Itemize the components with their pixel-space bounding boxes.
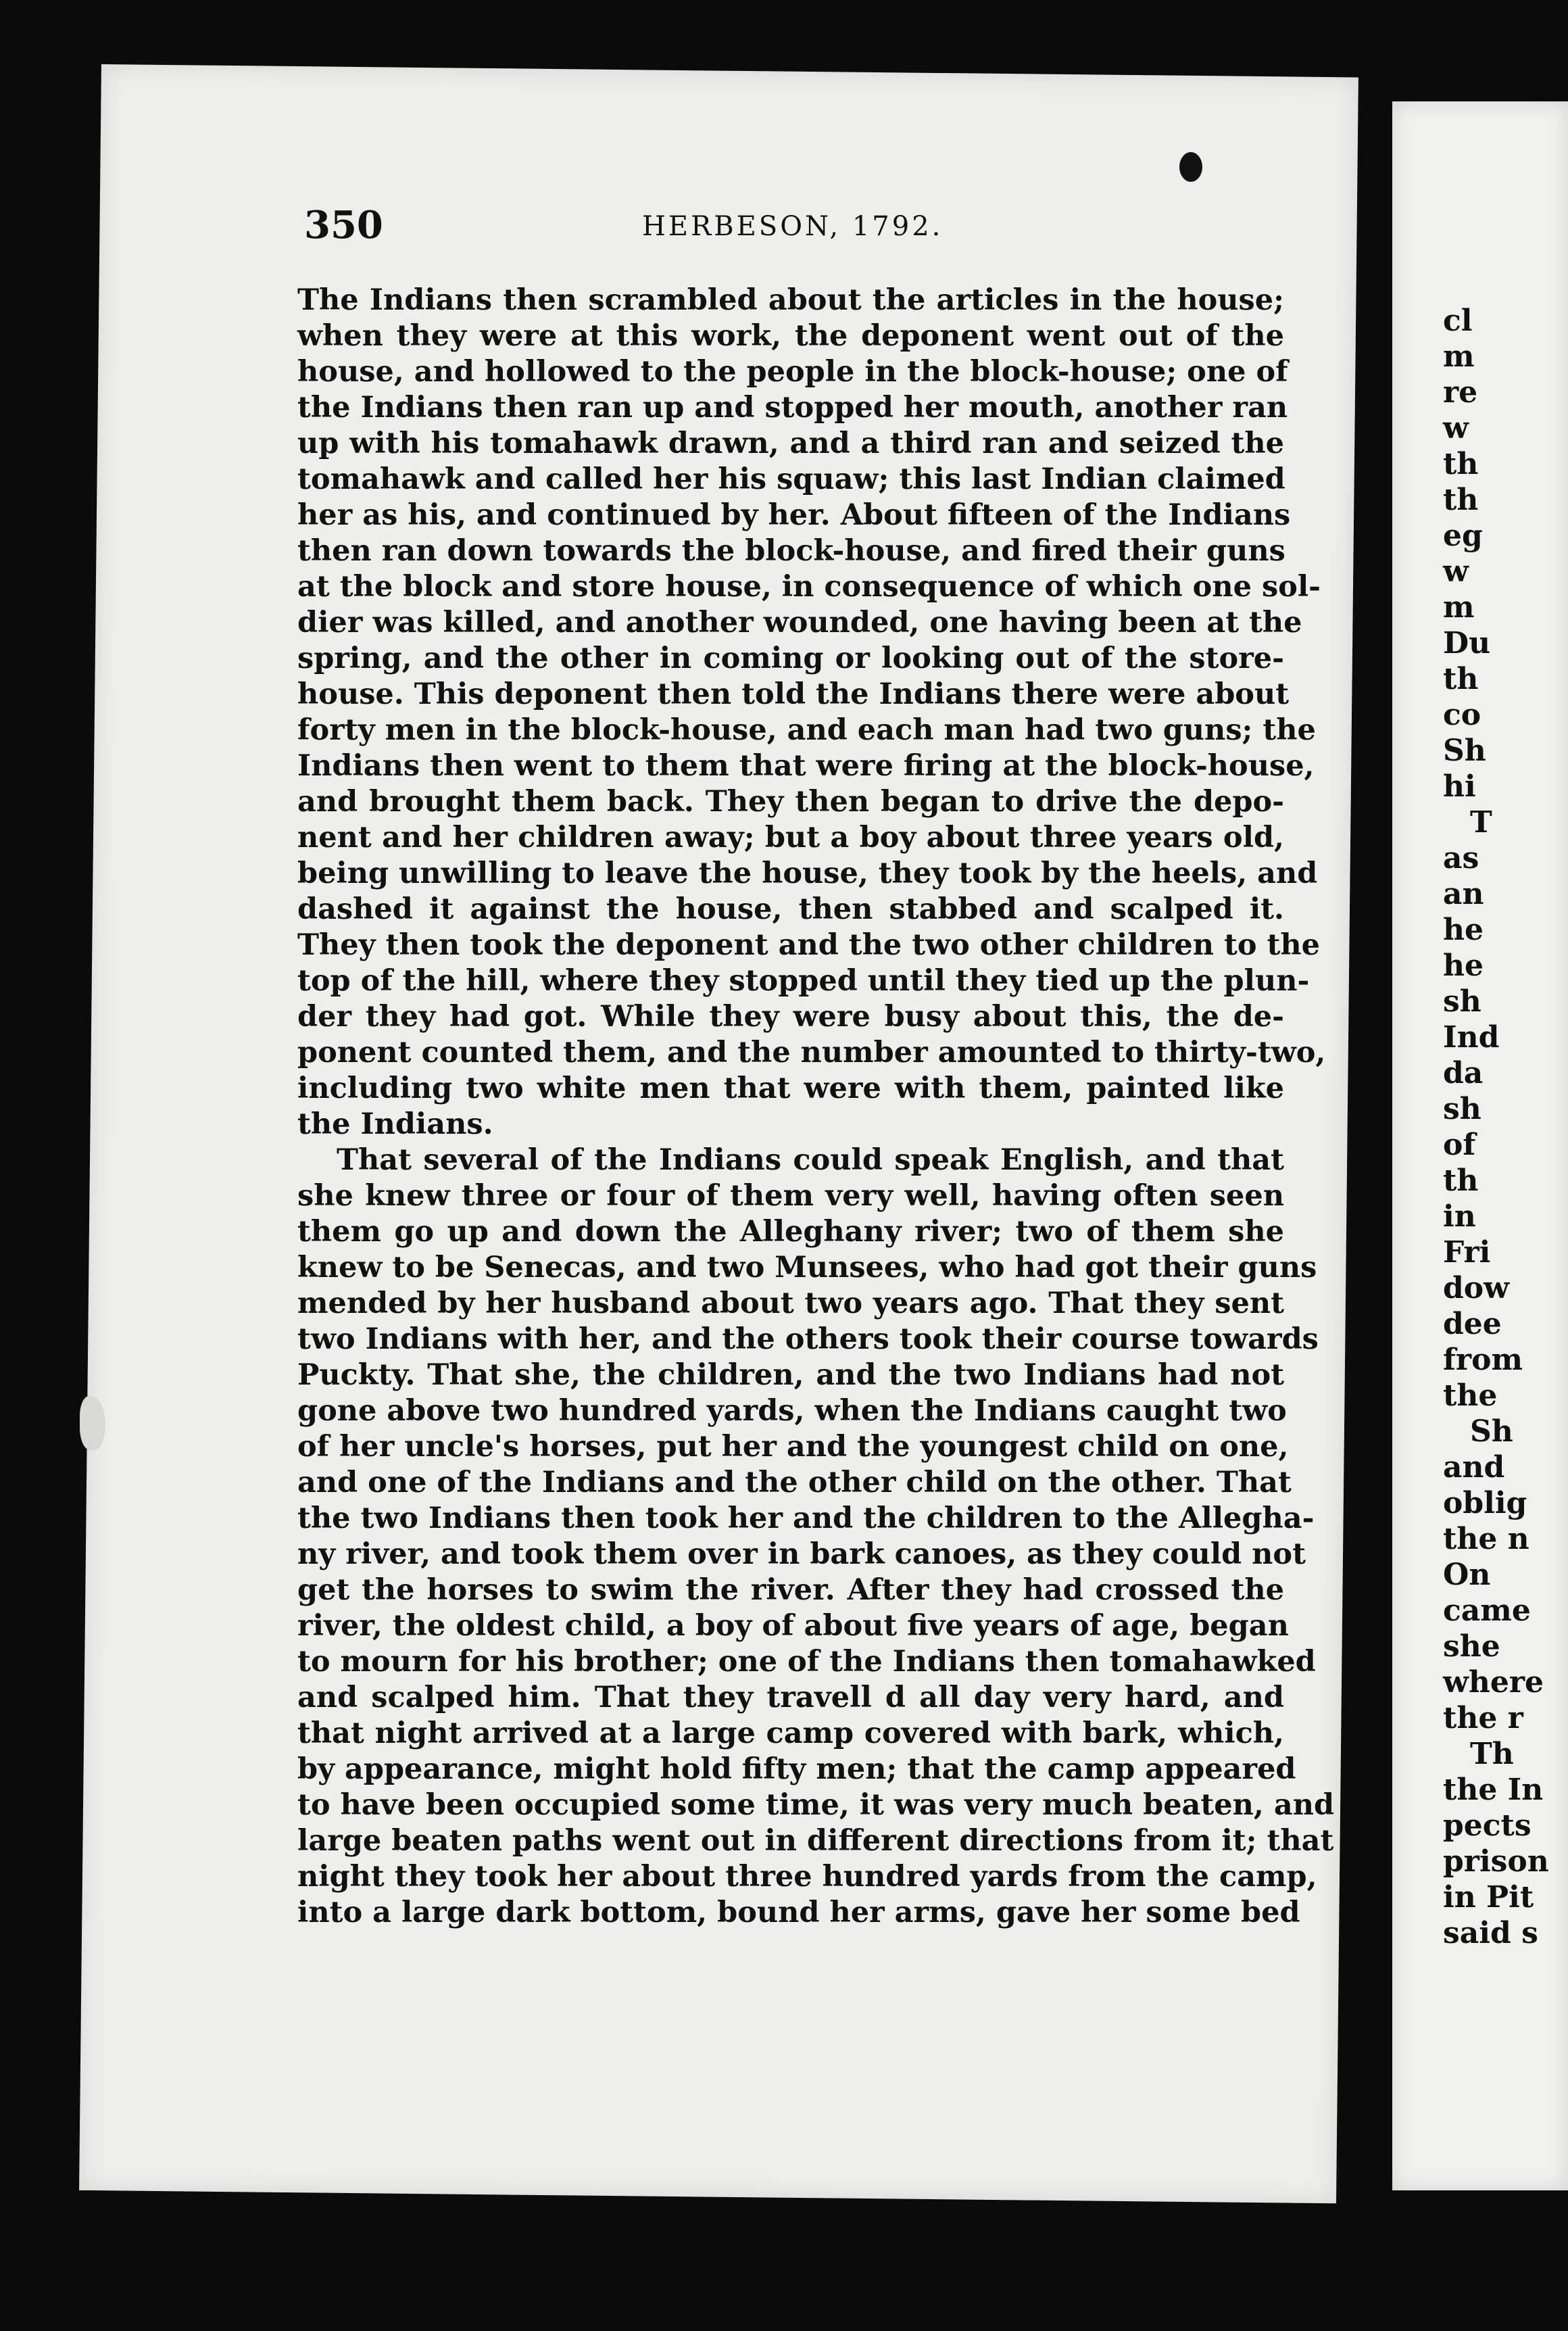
- text-line: of her uncle's horses, put her and the youngest child on one,: [297, 1430, 1289, 1464]
- text-line: der they had got. While they were busy about this, the de-: [297, 1000, 1284, 1034]
- facing-text-fragment: th: [1443, 1163, 1479, 1198]
- text-line: gone above two hundred yards, when the Indians caught two: [297, 1394, 1287, 1428]
- facing-text-fragment: the In: [1443, 1773, 1544, 1807]
- facing-text-fragment: Ind: [1443, 1020, 1500, 1055]
- facing-text-fragment: of: [1443, 1128, 1476, 1162]
- text-line: nent and her children away; but a boy about three years old,: [297, 821, 1284, 855]
- text-line: to have been occupied some time, it was very much beaten, and: [297, 1788, 1335, 1822]
- text-line: knew to be Senecas, and two Munsees, who had got their guns: [297, 1251, 1317, 1284]
- text-line: into a large dark bottom, bound her arms, gave her some bed: [297, 1896, 1300, 1929]
- facing-text-fragment: he: [1443, 913, 1484, 947]
- text-line: large beaten paths went out in different directions from it; that: [297, 1824, 1334, 1858]
- facing-text-fragment: in: [1443, 1199, 1476, 1234]
- text-line: the Indians.: [297, 1107, 493, 1141]
- running-head: HERBESON, 1792.: [642, 211, 944, 242]
- facing-text-fragment: w: [1443, 411, 1469, 446]
- facing-text-fragment: where: [1443, 1665, 1544, 1700]
- facing-text-fragment: in Pit: [1443, 1880, 1534, 1915]
- facing-text-fragment: and: [1443, 1450, 1505, 1485]
- text-line: night they took her about three hundred yards from the camp,: [297, 1860, 1317, 1894]
- facing-text-fragment: da: [1443, 1056, 1484, 1090]
- paragraph-1: [297, 283, 1326, 1143]
- facing-text-fragment: Fri: [1443, 1235, 1491, 1270]
- text-line: that night arrived at a large camp covered with bark, which,: [297, 1716, 1284, 1750]
- facing-text-fragment: oblig: [1443, 1486, 1527, 1520]
- facing-text-fragment: an: [1443, 877, 1484, 911]
- text-line: including two white men that were with them, painted like: [297, 1072, 1284, 1105]
- text-line: by appearance, might hold fifty men; that the camp appeared: [297, 1752, 1296, 1786]
- text-line: Indians then went to them that were firing at the block-house,: [297, 749, 1315, 783]
- text-line: and scalped him. That they travell d all day very hard, and: [297, 1681, 1284, 1714]
- facing-page-text: [1443, 303, 1549, 1951]
- text-line: get the horses to swim the river. After they had crossed the: [297, 1573, 1284, 1607]
- facing-text-fragment: w: [1443, 554, 1469, 589]
- body-text: [297, 283, 1335, 1931]
- text-line: river, the oldest child, a boy of about five years of age, began: [297, 1609, 1289, 1643]
- text-line: being unwilling to leave the house, they took by the heels, and: [297, 857, 1318, 890]
- text-line: ponent counted them, and the number amounted to thirty-two,: [297, 1036, 1326, 1070]
- text-line: They then took the deponent and the two other children to the: [297, 928, 1320, 962]
- facing-text-fragment: pects: [1443, 1808, 1532, 1843]
- text-line: two Indians with her, and the others took their course towards: [297, 1322, 1319, 1356]
- facing-text-fragment: th: [1443, 483, 1479, 517]
- text-line: the Indians then ran up and stopped her mouth, another ran: [297, 391, 1288, 425]
- facing-text-fragment: prison: [1443, 1844, 1549, 1879]
- facing-text-fragment: On: [1443, 1558, 1491, 1592]
- facing-text-fragment: T: [1470, 805, 1492, 840]
- facing-text-fragment: came: [1443, 1593, 1531, 1628]
- facing-text-fragment: Du: [1443, 626, 1491, 660]
- text-line: dashed it against the house, then stabbed and scalped it.: [297, 892, 1284, 926]
- page-number: 350: [304, 203, 383, 247]
- facing-text-fragment: Sh: [1470, 1414, 1513, 1449]
- text-line: Puckty. That she, the children, and the two Indians had not: [297, 1358, 1284, 1392]
- text-line: dier was killed, and another wounded, one having been at the: [297, 606, 1302, 640]
- text-line: spring, and the other in coming or looking out of the store-: [297, 642, 1284, 675]
- text-line: at the block and store house, in consequence of which one sol-: [297, 570, 1321, 604]
- paragraph-2: [297, 1143, 1335, 1931]
- facing-text-fragment: re: [1443, 375, 1478, 410]
- text-line: forty men in the block-house, and each man had two guns; the: [297, 713, 1316, 747]
- text-line: That several of the Indians could speak English, and that: [337, 1143, 1284, 1177]
- text-line: then ran down towards the block-house, and fired their guns: [297, 534, 1285, 568]
- facing-text-fragment: dee: [1443, 1307, 1502, 1341]
- page-header: [304, 203, 1271, 250]
- facing-text-fragment: the r: [1443, 1701, 1523, 1735]
- text-line: when they were at this work, the deponent went out of the: [297, 319, 1284, 353]
- facing-text-fragment: cl: [1443, 304, 1473, 338]
- text-line: and one of the Indians and the other child on the other. That: [297, 1466, 1292, 1499]
- facing-text-fragment: as: [1443, 841, 1479, 875]
- text-line: and brought them back. They then began to drive the depo-: [297, 785, 1284, 819]
- facing-text-fragment: the: [1443, 1378, 1498, 1413]
- facing-text-fragment: she: [1443, 1629, 1500, 1664]
- facing-text-fragment: Sh: [1443, 734, 1486, 768]
- facing-text-fragment: th: [1443, 447, 1479, 481]
- facing-text-fragment: Th: [1470, 1737, 1514, 1771]
- text-line: the two Indians then took her and the children to the Allegha-: [297, 1501, 1315, 1535]
- text-line: to mourn for his brother; one of the Indians then tomahawked: [297, 1645, 1316, 1679]
- facing-text-fragment: th: [1443, 662, 1479, 696]
- facing-text-fragment: said s: [1443, 1916, 1538, 1950]
- text-line: mended by her husband about two years ago. That they sent: [297, 1287, 1284, 1320]
- text-line: her as his, and continued by her. About fifteen of the Indians: [297, 498, 1291, 532]
- facing-text-fragment: from: [1443, 1343, 1523, 1377]
- text-line: she knew three or four of them very well, having often seen: [297, 1179, 1284, 1213]
- facing-text-fragment: the n: [1443, 1522, 1529, 1556]
- facing-text-fragment: sh: [1443, 984, 1481, 1019]
- facing-text-fragment: m: [1443, 339, 1475, 374]
- facing-text-fragment: eg: [1443, 519, 1483, 553]
- text-line: The Indians then scrambled about the articles in the house;: [297, 283, 1284, 317]
- facing-text-fragment: sh: [1443, 1092, 1481, 1126]
- text-line: tomahawk and called her his squaw; this last Indian claimed: [297, 462, 1285, 496]
- text-line: house. This deponent then told the Indians there were about: [297, 677, 1290, 711]
- facing-text-fragment: hi: [1443, 769, 1476, 804]
- facing-text-fragment: he: [1443, 948, 1484, 983]
- facing-text-fragment: co: [1443, 698, 1481, 732]
- text-line: house, and hollowed to the people in the block-house; one of: [297, 355, 1288, 389]
- text-line: up with his tomahawk drawn, and a third ran and seized the: [297, 427, 1284, 460]
- text-line: top of the hill, where they stopped until they tied up the plun-: [297, 964, 1310, 998]
- text-line: ny river, and took them over in bark canoes, as they could not: [297, 1537, 1306, 1571]
- page-punch-hole: [1179, 152, 1202, 182]
- text-line: them go up and down the Alleghany river; two of them she: [297, 1215, 1284, 1249]
- facing-text-fragment: m: [1443, 590, 1475, 625]
- facing-text-fragment: dow: [1443, 1271, 1509, 1305]
